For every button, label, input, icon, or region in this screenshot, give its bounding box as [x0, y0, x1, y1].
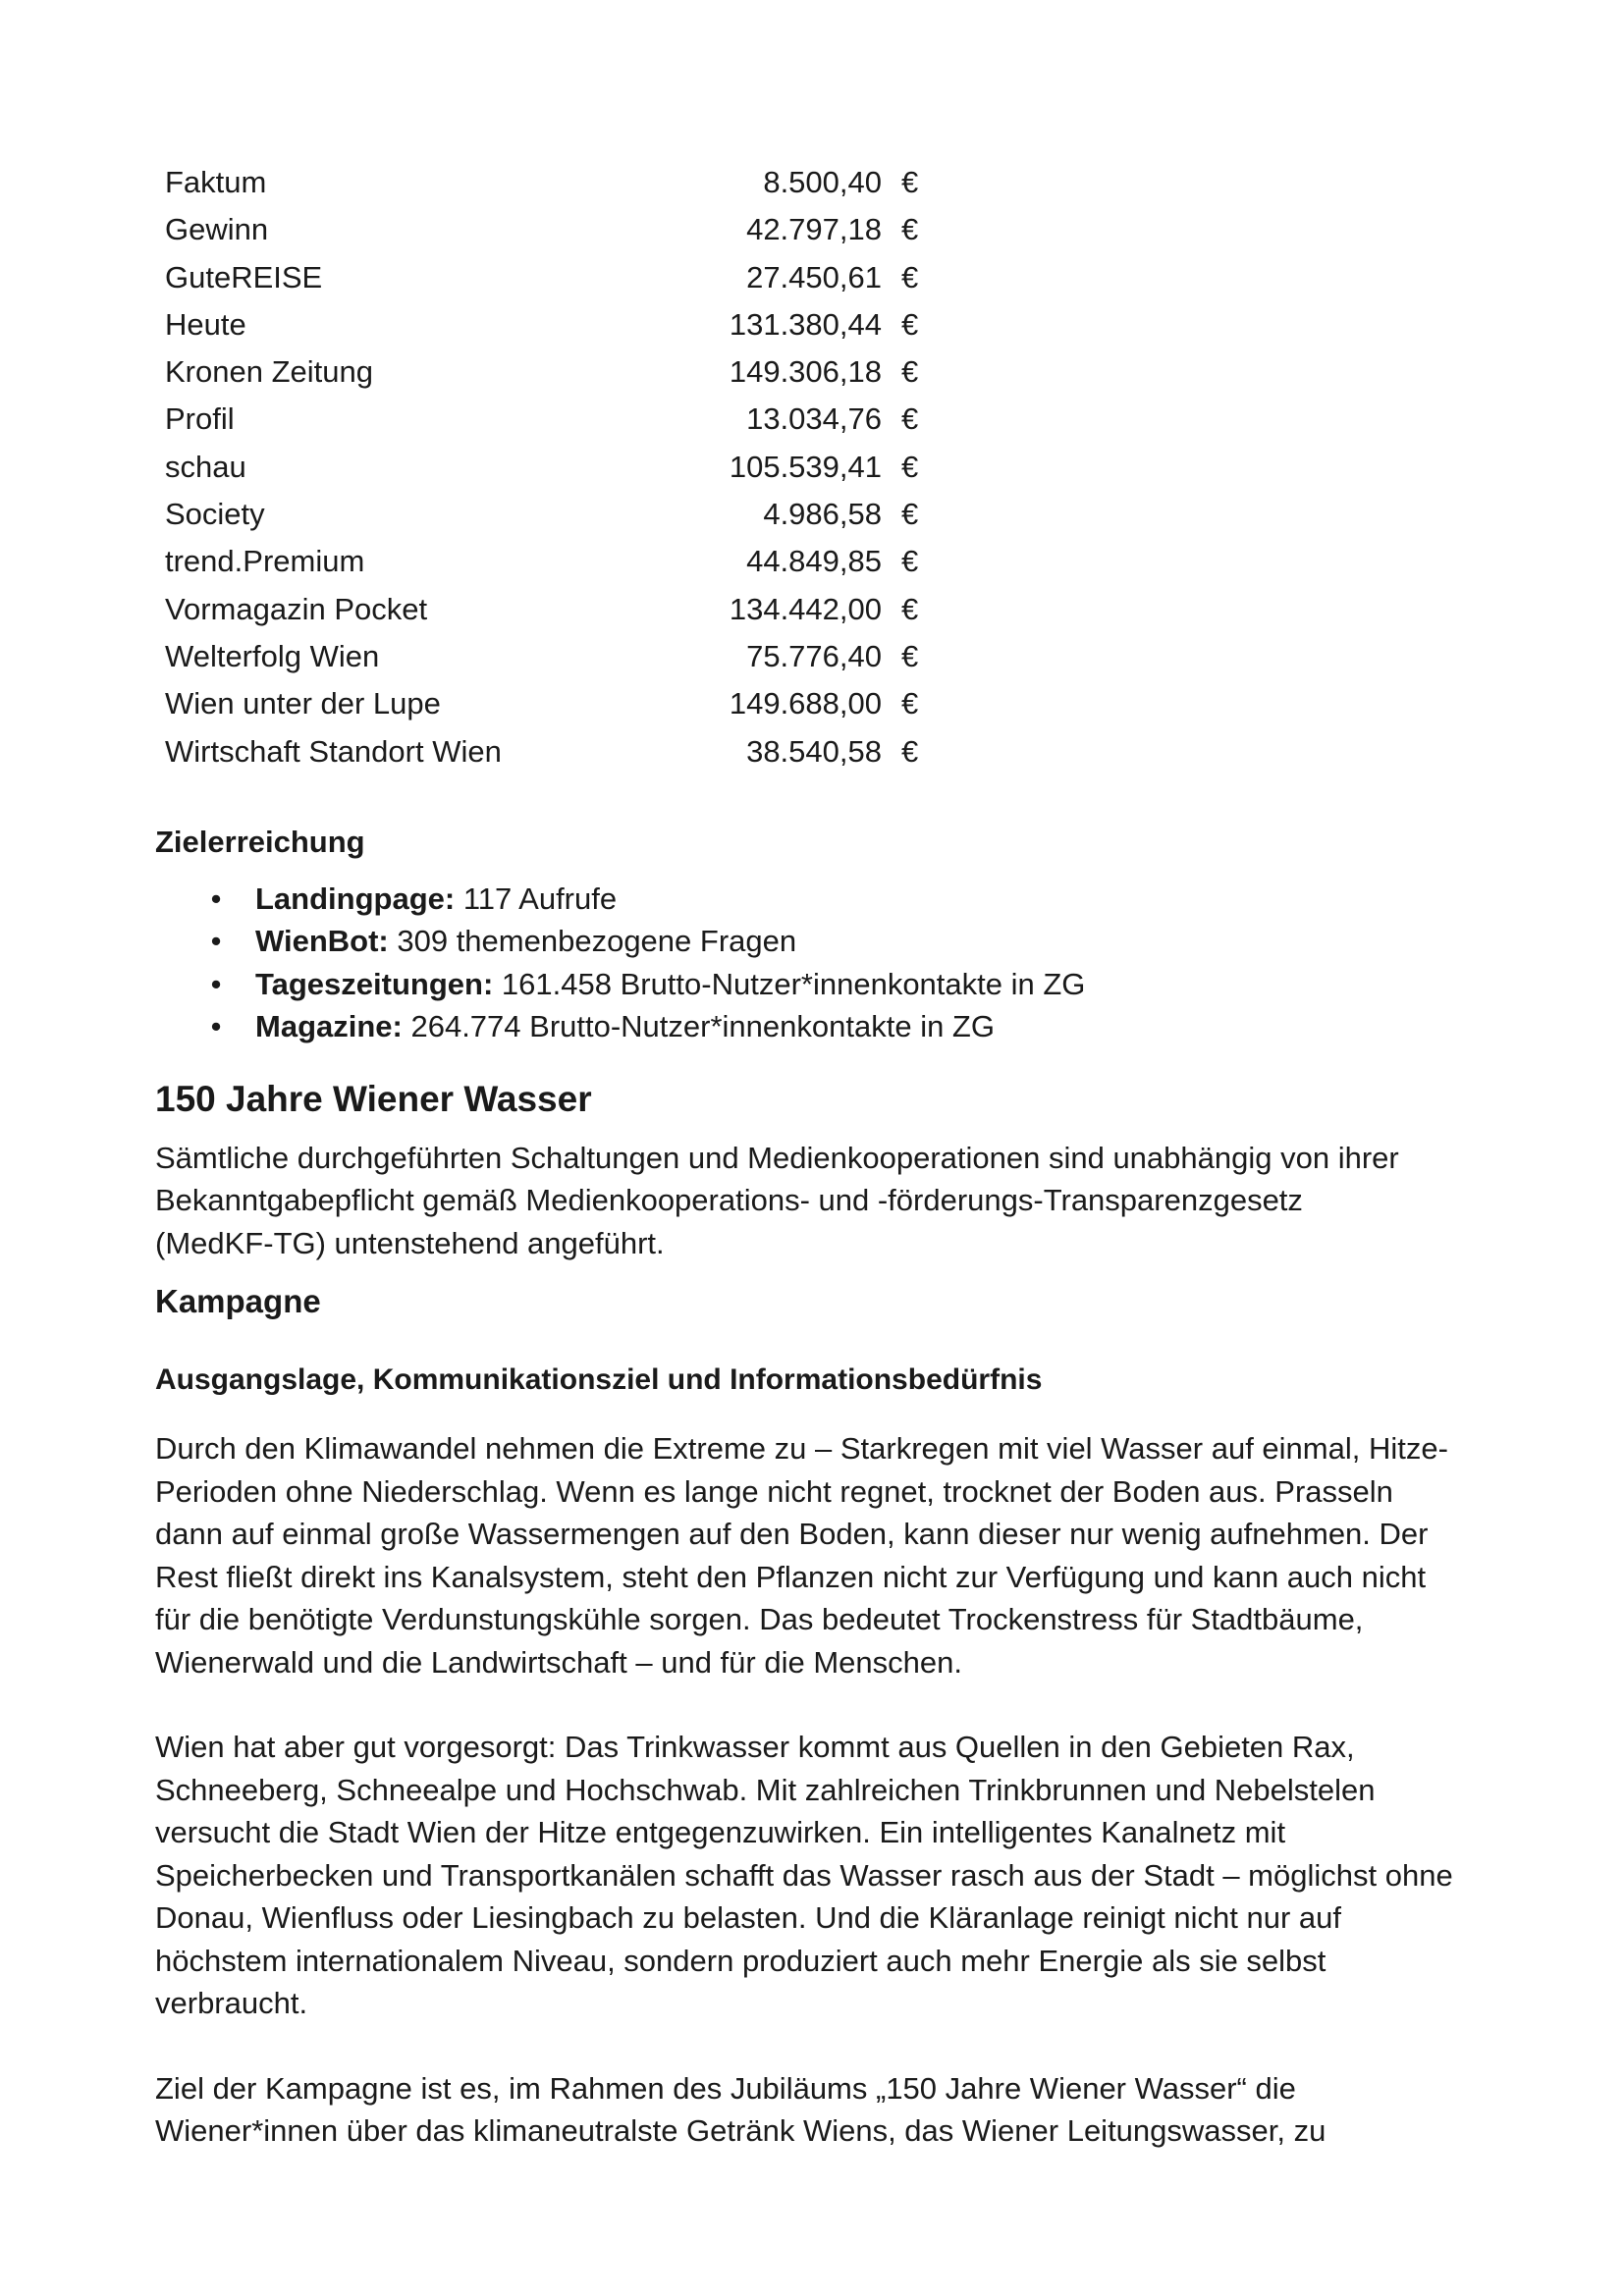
- text-line: Rest fließt direkt ins Kanalsystem, steht den Pflanzen nicht zur Verfügung und kann auch nicht: [155, 1559, 1427, 1594]
- list-item-label: WienBot:: [255, 924, 389, 959]
- text-line: (MedKF-TG) untenstehend angeführt.: [155, 1225, 665, 1260]
- currency-symbol: €: [901, 212, 919, 247]
- media-name: GuteREISE: [165, 259, 323, 294]
- media-amount: 105.539,41: [729, 449, 882, 484]
- goal-list: [155, 878, 1481, 1048]
- table-row: [165, 206, 960, 253]
- media-amount: 8.500,40: [763, 165, 882, 199]
- text-line: für die benötigte Verdunstungskühle sorgen. Das bedeutet Trockenstress für Stadtbäume,: [155, 1602, 1364, 1637]
- text-line: Bekanntgabepflicht gemäß Medienkooperations- und -förderungs-Transparenzgesetz: [155, 1183, 1303, 1218]
- currency-symbol: €: [901, 449, 919, 484]
- text-line: Wien hat aber gut vorgesorgt: Das Trinkwasser kommt aus Quellen in den Gebieten Rax,: [155, 1730, 1355, 1765]
- situation-heading: Ausgangslage, Kommunikationsziel und Informationsbedürfnis: [155, 1363, 1043, 1397]
- list-item-label: Landingpage:: [255, 881, 456, 916]
- list-item: [206, 920, 1481, 963]
- media-name: Profil: [165, 401, 235, 437]
- table-row: [165, 254, 960, 301]
- table-row: [165, 444, 960, 491]
- table-row: [165, 538, 960, 585]
- media-name: trend.Premium: [165, 544, 365, 579]
- media-name: Faktum: [165, 165, 267, 199]
- currency-symbol: €: [901, 497, 919, 532]
- list-item-label: Magazine:: [255, 1009, 403, 1044]
- currency-symbol: €: [901, 638, 919, 673]
- text-line: Wiener*innen über das klimaneutralste Getränk Wiens, das Wiener Leitungswasser, zu: [155, 2113, 1326, 2149]
- campaign-heading: Kampagne: [155, 1283, 321, 1320]
- list-item-text: 309 themenbezogene Fragen: [388, 924, 797, 959]
- text-line: Ziel der Kampagne ist es, im Rahmen des Jubiläums „150 Jahre Wiener Wasser“ die: [155, 2070, 1296, 2106]
- list-item-text: 264.774 Brutto-Nutzer*innenkontakte in ZG: [402, 1009, 995, 1044]
- document-page: [155, 159, 1481, 2153]
- text-line: Speicherbecken und Transportkanälen schafft das Wasser rasch aus der Stadt – möglichst ohne: [155, 1857, 1453, 1893]
- table-row: [165, 396, 960, 443]
- table-row: [165, 301, 960, 348]
- currency-symbol: €: [901, 306, 919, 342]
- paragraph-vienna-water: [155, 1726, 1481, 2025]
- media-amount: 27.450,61: [746, 259, 882, 294]
- table-row: [165, 348, 960, 396]
- text-line: versucht die Stadt Wien der Hitze entgegenzuwirken. Ein intelligentes Kanalnetz mit: [155, 1815, 1286, 1850]
- media-name: Society: [165, 497, 265, 532]
- media-amount: 13.034,76: [746, 401, 882, 437]
- text-line: Durch den Klimawandel nehmen die Extreme zu – Starkregen mit viel Wasser auf einmal, Hitze-: [155, 1431, 1448, 1467]
- section-title: 150 Jahre Wiener Wasser: [155, 1078, 592, 1119]
- paragraph-climate: [155, 1427, 1481, 1683]
- media-amount: 149.688,00: [729, 686, 882, 721]
- media-name: Wirtschaft Standort Wien: [165, 733, 502, 769]
- media-name: Kronen Zeitung: [165, 354, 373, 390]
- text-line: Wienerwald und die Landwirtschaft – und für die Menschen.: [155, 1644, 962, 1680]
- media-amount: 131.380,44: [729, 306, 882, 342]
- list-item-label: Tageszeitungen:: [255, 966, 494, 1001]
- currency-symbol: €: [901, 733, 919, 769]
- media-amount: 75.776,40: [746, 638, 882, 673]
- text-line: dann auf einmal große Wassermengen auf den Boden, kann dieser nur wenig aufnehmen. Der: [155, 1517, 1429, 1552]
- bullet-icon: •: [210, 1009, 222, 1044]
- table-row: [165, 680, 960, 727]
- table-row: [165, 586, 960, 633]
- media-name: Heute: [165, 306, 246, 342]
- list-item-text: 117 Aufrufe: [455, 881, 618, 916]
- currency-symbol: €: [901, 354, 919, 390]
- media-amount: 44.849,85: [746, 544, 882, 579]
- list-item-text: 161.458 Brutto-Nutzer*innenkontakte in ZG: [493, 966, 1086, 1001]
- intro-paragraph: [155, 1137, 1481, 1265]
- table-row: [165, 633, 960, 680]
- currency-symbol: €: [901, 544, 919, 579]
- currency-symbol: €: [901, 259, 919, 294]
- bullet-icon: •: [210, 966, 222, 1001]
- media-spending-table: [165, 159, 960, 775]
- text-line: Donau, Wienfluss oder Liesingbach zu belasten. Und die Kläranlage reinigt nicht nur auf: [155, 1900, 1342, 1936]
- goal-heading: Zielerreichung: [155, 824, 365, 859]
- text-line: Perioden ohne Niederschlag. Wenn es lange nicht regnet, trocknet der Boden aus. Prasseln: [155, 1473, 1393, 1509]
- text-line: Schneeberg, Schneealpe und Hochschwab. Mit zahlreichen Trinkbrunnen und Nebelstelen: [155, 1772, 1376, 1807]
- list-item: [206, 1005, 1481, 1048]
- media-name: Gewinn: [165, 212, 269, 247]
- currency-symbol: €: [901, 165, 919, 199]
- list-item: [206, 963, 1481, 1006]
- media-amount: 149.306,18: [729, 354, 882, 390]
- media-name: Welterfolg Wien: [165, 638, 380, 673]
- media-amount: 134.442,00: [729, 591, 882, 626]
- media-amount: 42.797,18: [746, 212, 882, 247]
- media-name: schau: [165, 449, 246, 484]
- table-row: [165, 728, 960, 775]
- media-name: Wien unter der Lupe: [165, 686, 441, 721]
- bullet-icon: •: [210, 881, 222, 916]
- list-item: [206, 878, 1481, 921]
- currency-symbol: €: [901, 401, 919, 437]
- text-line: verbraucht.: [155, 1986, 308, 2021]
- media-amount: 38.540,58: [746, 733, 882, 769]
- paragraph-campaign-goal: [155, 2067, 1481, 2153]
- table-row: [165, 491, 960, 538]
- text-line: Sämtliche durchgeführten Schaltungen und Medienkooperationen sind unabhängig von ihrer: [155, 1140, 1399, 1175]
- media-amount: 4.986,58: [763, 497, 882, 532]
- currency-symbol: €: [901, 686, 919, 721]
- bullet-icon: •: [210, 924, 222, 959]
- currency-symbol: €: [901, 591, 919, 626]
- media-name: Vormagazin Pocket: [165, 591, 428, 626]
- table-row: [165, 159, 960, 206]
- text-line: höchstem internationalem Niveau, sondern produziert auch mehr Energie als sie selbst: [155, 1943, 1326, 1978]
